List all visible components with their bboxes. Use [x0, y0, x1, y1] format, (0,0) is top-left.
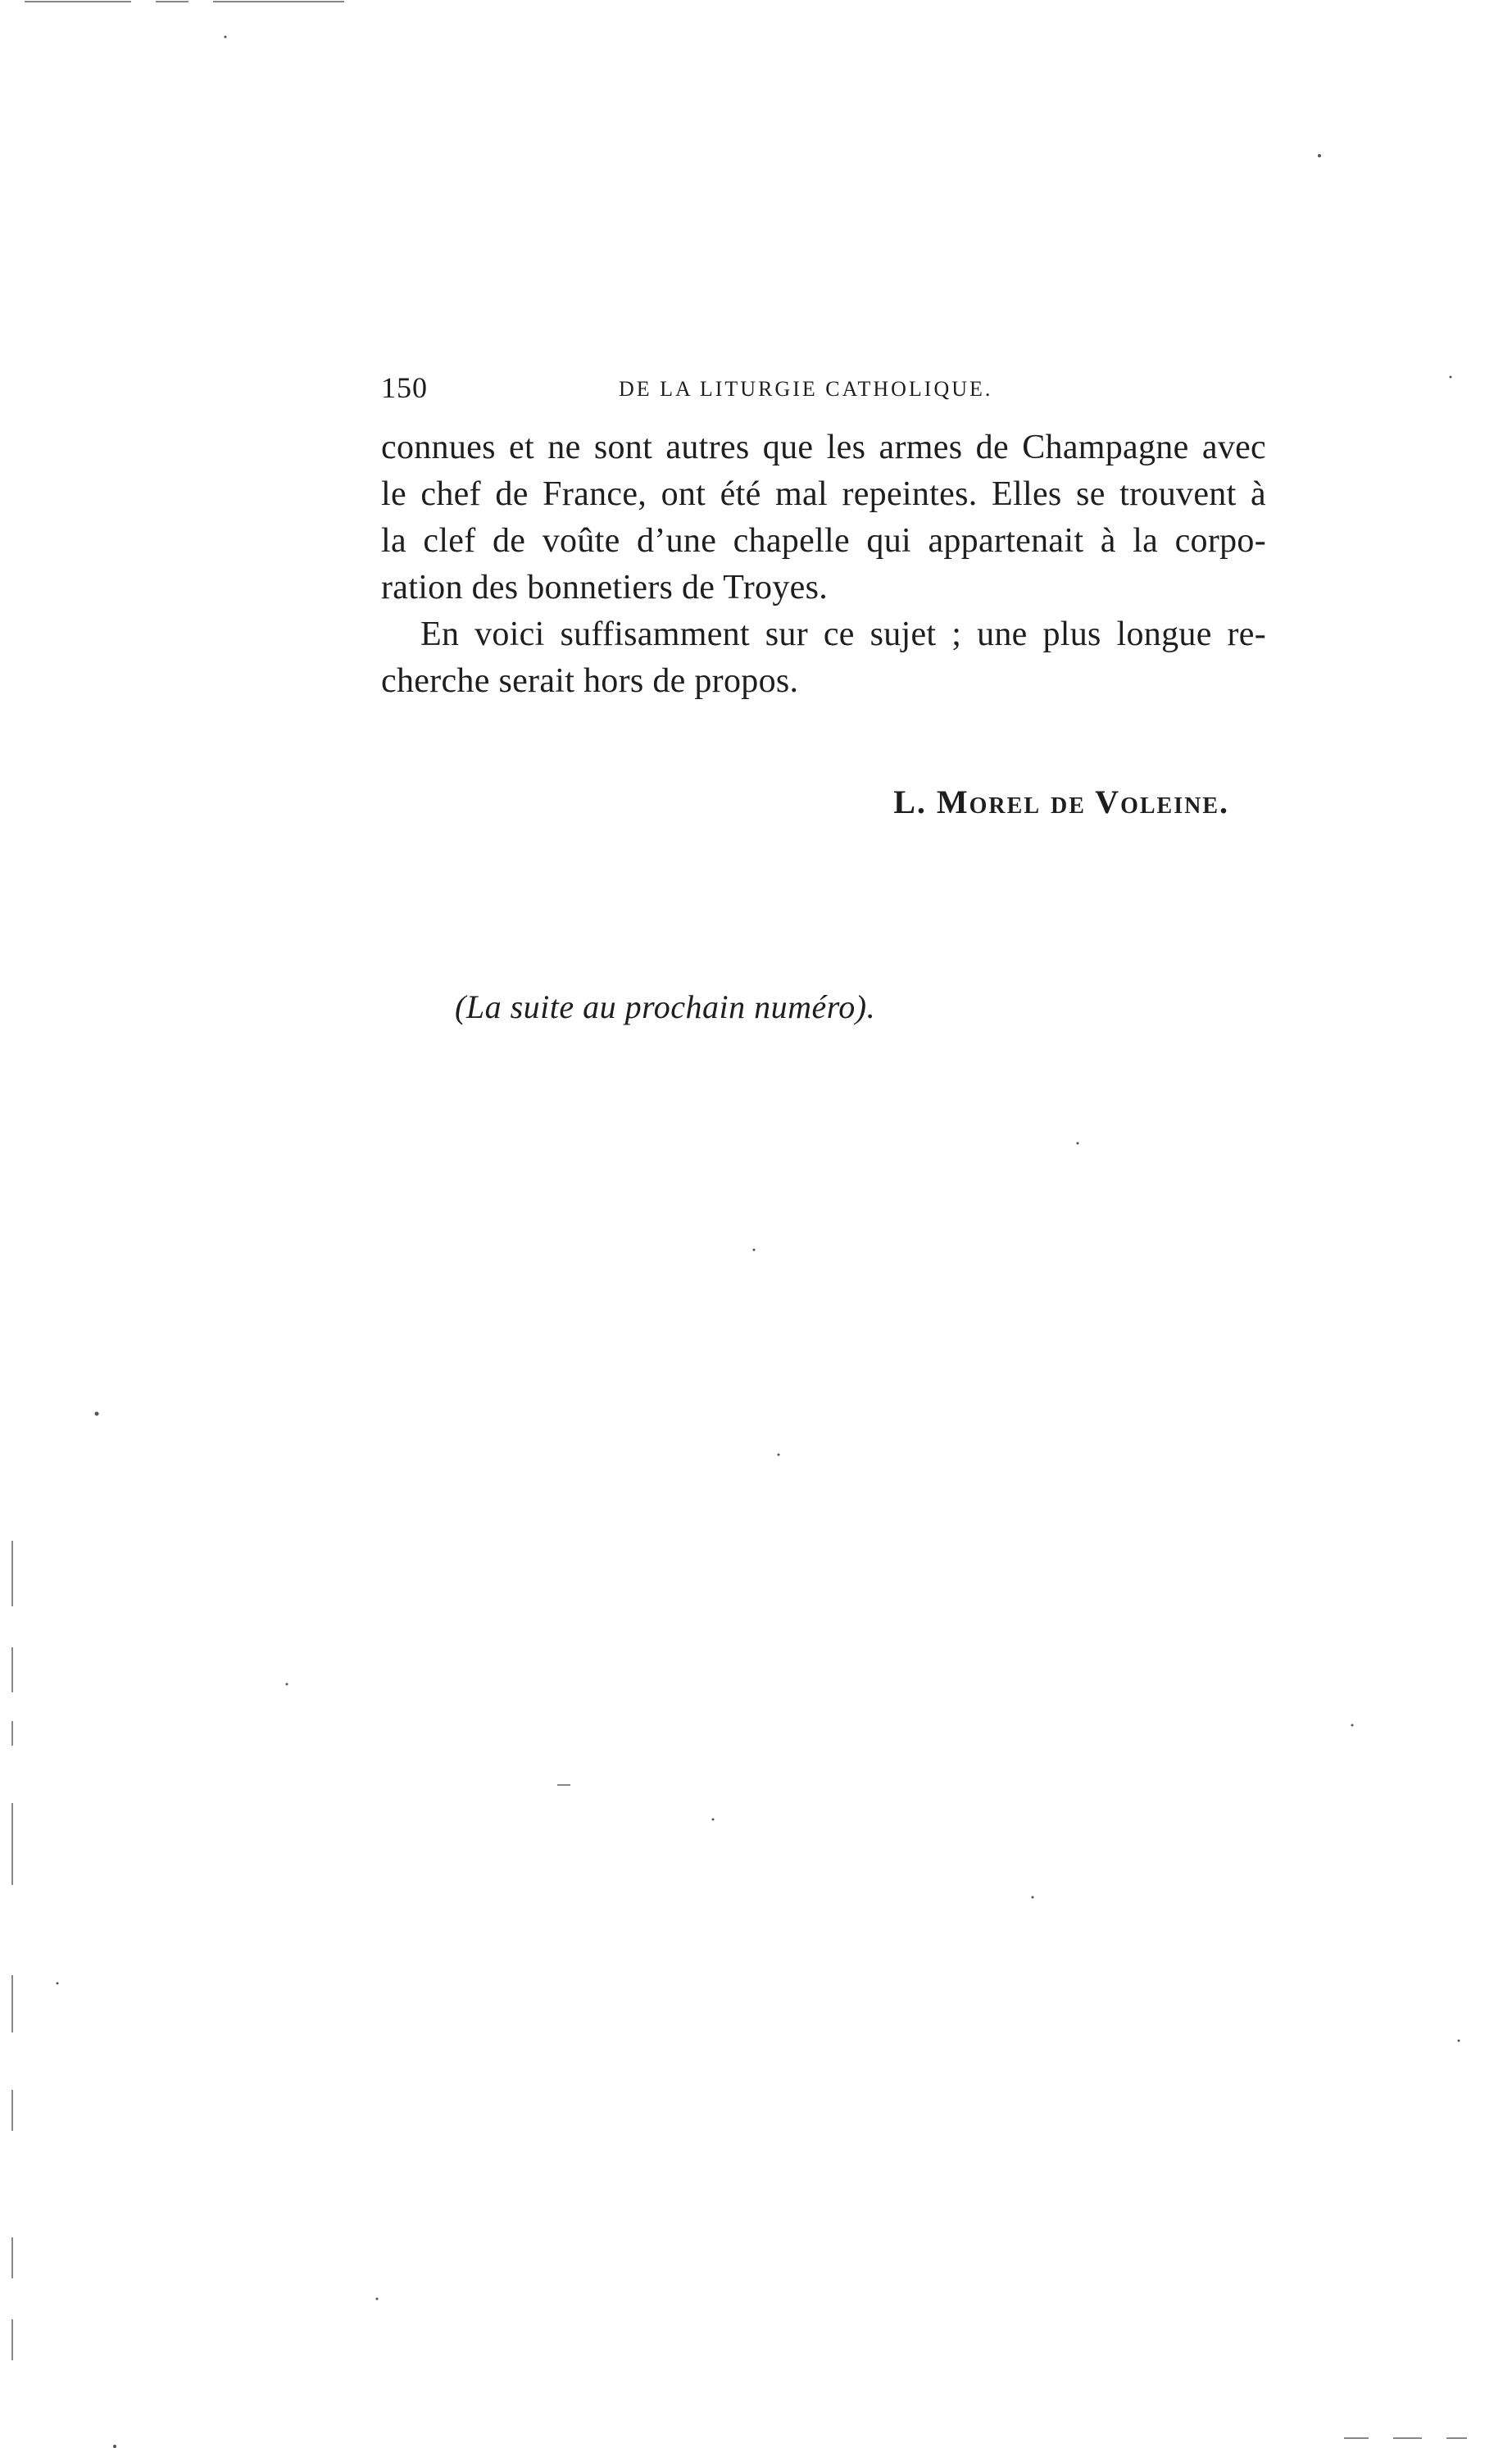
text-line: En voici suffisamment sur ce sujet ; une plus longue re- — [420, 615, 1266, 653]
page-number: 150 — [381, 371, 428, 404]
text-line: connues et ne sont autres que les armes de Champagne avec — [381, 429, 1266, 466]
body-text — [381, 425, 1266, 705]
running-head — [381, 370, 1258, 411]
text-line: ration des bonnetiers de Troyes. — [381, 569, 829, 606]
author-signature: L. Morel de Voleine. — [893, 783, 1229, 820]
text-line: la clef de voûte d’une chapelle qui appartenait à la corpo- — [381, 522, 1266, 560]
text-line: le chef de France, ont été mal repeintes. Elles se trouvent à — [381, 475, 1266, 513]
continuation-note: (La suite au prochain numéro). — [455, 988, 876, 1025]
text-line: cherche serait hors de propos. — [381, 662, 799, 700]
running-title: DE LA LITURGIE CATHOLIQUE. — [619, 377, 993, 401]
